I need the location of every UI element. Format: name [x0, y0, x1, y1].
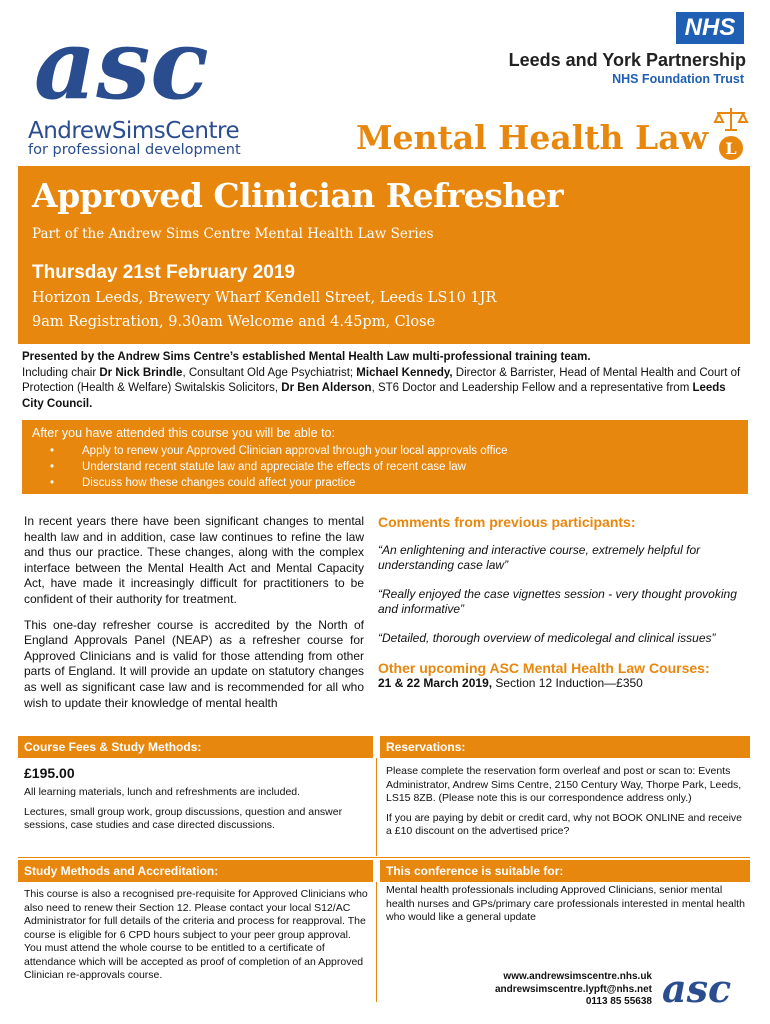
asc-logo-text: asc	[34, 12, 209, 120]
website-link[interactable]: www.andrewsimscentre.nhs.uk	[503, 971, 652, 982]
intro-paragraph: In recent years there have been significant changes to mental health law and in addition, case law continues to refine the law and thus our practice. These changes, along with the complex interface between the Mental Health Act and Mental Capacity Act, have made it increasingly difficult for practitioners to be confident of their authority for treatment.	[24, 514, 364, 606]
divider	[18, 857, 750, 858]
phone-number: 0113 85 55638	[585, 996, 652, 1007]
course-title: Approved Clinician Refresher	[32, 176, 564, 215]
upcoming-course	[378, 676, 738, 691]
course-banner	[18, 166, 750, 344]
presenter-name: Dr Nick Brindle	[99, 366, 183, 379]
course-price: £195.00	[24, 765, 75, 781]
presenter-name: Dr Ben Alderson	[281, 382, 372, 394]
course-venue: Horizon Leeds, Brewery Wharf Kendell Street, Leeds LS10 1JR	[32, 290, 497, 306]
centre-name: AndrewSimsCentre	[28, 118, 240, 144]
list-item: • Apply to renew your Approved Clinician approval through your local approvals office	[50, 443, 508, 459]
presenters-lead: Presented by the Andrew Sims Centre’s established Mental Health Law multi-professional training team.	[22, 351, 591, 363]
study-heading: Study Methods and Accreditation:	[18, 860, 373, 882]
presenters-text: Director & Barrister, Head of Mental Health and Court of Protection (Health & Welfare) Switalskis Solicitors,	[22, 366, 741, 394]
outcomes-heading: After you have attended this course you will be able to:	[32, 426, 335, 440]
upcoming-date: 21 & 22 March 2019,	[378, 676, 493, 690]
fees-line: Lectures, small group work, group discussions, question and answer sessions, case studies and case directed discussions.	[24, 805, 343, 831]
participant-quote: “An enlightening and interactive course, extremely helpful for understanding case law”	[378, 543, 701, 572]
learning-outcomes	[22, 420, 748, 494]
fees-heading: Course Fees & Study Methods:	[18, 736, 373, 758]
course-series: Part of the Andrew Sims Centre Mental Health Law Series	[32, 226, 434, 242]
centre-subtitle: for professional development	[28, 142, 241, 158]
suitable-heading: This conference is suitable for:	[380, 860, 750, 882]
presenters-block	[22, 350, 748, 412]
presenter-name: Leeds City Council.	[22, 382, 726, 410]
asc-logo	[30, 12, 210, 120]
list-item: • Understand recent statute law and appreciate the effects of recent case law	[50, 459, 508, 475]
series-title: Mental Health Law	[356, 118, 708, 157]
comments-heading: Comments from previous participants:	[378, 514, 636, 530]
intro-column	[24, 514, 364, 721]
scales-of-justice-icon	[713, 104, 749, 162]
intro-paragraph: This one-day refresher course is accredited by the North of England Approvals Panel (NEAP) as a refresher course for Approved Clinicians and is valid for those attending from other parts of England. It will provide an update on statutory changes as well as significant case law and is recommended for all who wish to update their knowledge of mental health	[24, 617, 364, 710]
email-link[interactable]: andrewsimscentre.lypft@nhs.net	[494, 983, 652, 995]
list-item: • Discuss how these changes could affect your practice	[50, 475, 508, 491]
course-date: Thursday 21st February 2019	[32, 262, 295, 283]
suitable-text: Mental health professionals including Approved Clinicians, senior mental health nurses and GPs/primary care professionals interested in mental health who would like a general update	[386, 884, 745, 923]
presenter-name: Michael Kennedy,	[356, 366, 453, 379]
reservations-text	[386, 765, 746, 845]
nhs-logo: NHS	[676, 12, 744, 44]
contact-details	[495, 971, 652, 1009]
fees-line: All learning materials, lunch and refreshments are included.	[24, 786, 301, 798]
reservations-paragraph: Please complete the reservation form overleaf and post or scan to: Events Administrator, Andrew Sims Centre, 2150 Century Way, Thorpe Park, Leeds, LS15 8ZB. (Please note this is our correspondence address only.)	[386, 765, 742, 804]
upcoming-heading: Other upcoming ASC Mental Health Law Courses:	[378, 660, 710, 676]
trust-subtitle: NHS Foundation Trust	[612, 72, 744, 86]
reservations-paragraph: If you are paying by debit or credit card, why not BOOK ONLINE and receive a £10 discount on the advertised price?	[386, 811, 743, 837]
asc-footer-logo	[660, 968, 748, 1008]
outcomes-list	[50, 443, 508, 491]
asc-footer-logo-text: asc	[662, 968, 732, 1008]
course-times: 9am Registration, 9.30am Welcome and 4.45pm, Close	[32, 314, 436, 330]
upcoming-detail: Section 12 Induction—£350	[492, 676, 643, 690]
reservations-heading: Reservations:	[380, 736, 750, 758]
trust-name: Leeds and York Partnership	[508, 50, 746, 70]
study-text: This course is also a recognised pre-requisite for Approved Clinicians who also need to renew their Section 12. Please contact your local S12/AC Administrator for full details of the criteria and process for reapproval. The course is eligible for 6 CPD hours subject to your peer group approval. You must attend the whole course to be entitled to a certificate of attendance which will be accepted as proof of completion of an Approved Clinician re-approvals course.	[24, 888, 368, 981]
participant-quote: “Detailed, thorough overview of medicolegal and clinical issues”	[378, 631, 716, 645]
comments-column	[378, 514, 738, 691]
divider	[376, 758, 377, 856]
scales-letter: L	[725, 139, 737, 158]
fees-text	[24, 786, 370, 839]
presenters-text: Including chair	[22, 366, 100, 379]
divider	[376, 882, 377, 1002]
presenters-text: , ST6 Doctor and Leadership Fellow and a representative from	[371, 382, 693, 394]
participant-quote: “Really enjoyed the case vignettes session - very thought provoking and informative”	[378, 587, 737, 616]
presenters-text: , Consultant Old Age Psychiatrist;	[182, 366, 357, 379]
